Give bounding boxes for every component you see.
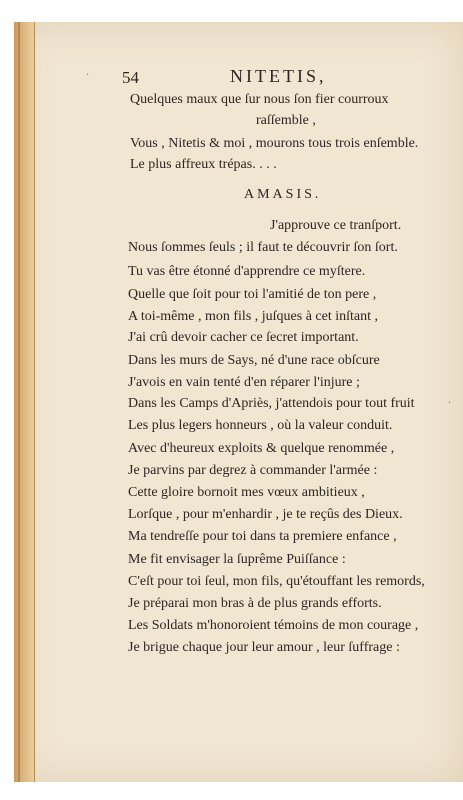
verse-line: Je parvins par degrez à commander l'armée : xyxy=(128,463,378,478)
page-number: 54 xyxy=(122,68,139,87)
verse-line: Quelle que ſoit pour toi l'amitié de ton pere , xyxy=(128,287,377,302)
verse-line: C'eſt pour toi ſeul, mon fils, qu'étouffant les remords, xyxy=(128,574,425,589)
verse-line: Vous , Nitetis & moi , mourons tous trois enſemble. xyxy=(130,136,419,151)
verse-line: Cette gloire bornoit mes vœux ambitieux , xyxy=(128,485,365,500)
verse-line: raſſemble , xyxy=(256,113,316,128)
verse-line: Avec d'heureux exploits & quelque renommée , xyxy=(128,441,395,456)
verse-line: Dans les murs de Says, né d'une race obſcure xyxy=(128,353,380,368)
verse-line: Ma tendreſſe pour toi dans ta premiere enfance , xyxy=(128,529,397,544)
verse-line: Dans les Camps d'Apriès, j'attendois pour tout fruit xyxy=(128,396,415,411)
verse-line: J'ai crû devoir cacher ce ſecret important. xyxy=(128,330,359,345)
margin-tick-mark: · xyxy=(448,398,452,409)
verse-line: Lorſque , pour m'enhardir , je te reçûs des Dieux. xyxy=(128,507,403,522)
verse-line: Je brigue chaque jour leur amour , leur ſuffrage : xyxy=(128,640,400,655)
verse-line: Les plus legers honneurs , où la valeur conduit. xyxy=(128,418,393,433)
verse-line: Me fit envisager la ſuprême Puiſſance : xyxy=(128,552,346,567)
verse-line: J'approuve ce tranſport. xyxy=(270,218,402,233)
margin-tick-mark: · xyxy=(86,70,90,81)
verse-line: Je préparai mon bras à de plus grands efforts. xyxy=(128,596,382,611)
verse-line: J'avois en vain tenté d'en réparer l'injure ; xyxy=(128,375,360,390)
verse-line: Le plus affreux trépas. . . . xyxy=(130,157,277,172)
verse-line: Nous ſommes ſeuls ; il faut te découvrir ſon ſort. xyxy=(128,240,398,255)
verse-line: Quelques maux que ſur nous ſon fier courroux xyxy=(130,92,389,107)
verse-line: Tu vas être étonné d'apprendre ce myſtere. xyxy=(128,264,366,279)
verse-line: A toi-même , mon fils , juſques à cet inſtant , xyxy=(128,309,379,324)
running-title: NITETIS, xyxy=(230,66,327,86)
speaker-name: AMASIS. xyxy=(244,187,322,202)
verse-line: Les Soldats m'honoroient témoins de mon courage , xyxy=(128,618,419,633)
